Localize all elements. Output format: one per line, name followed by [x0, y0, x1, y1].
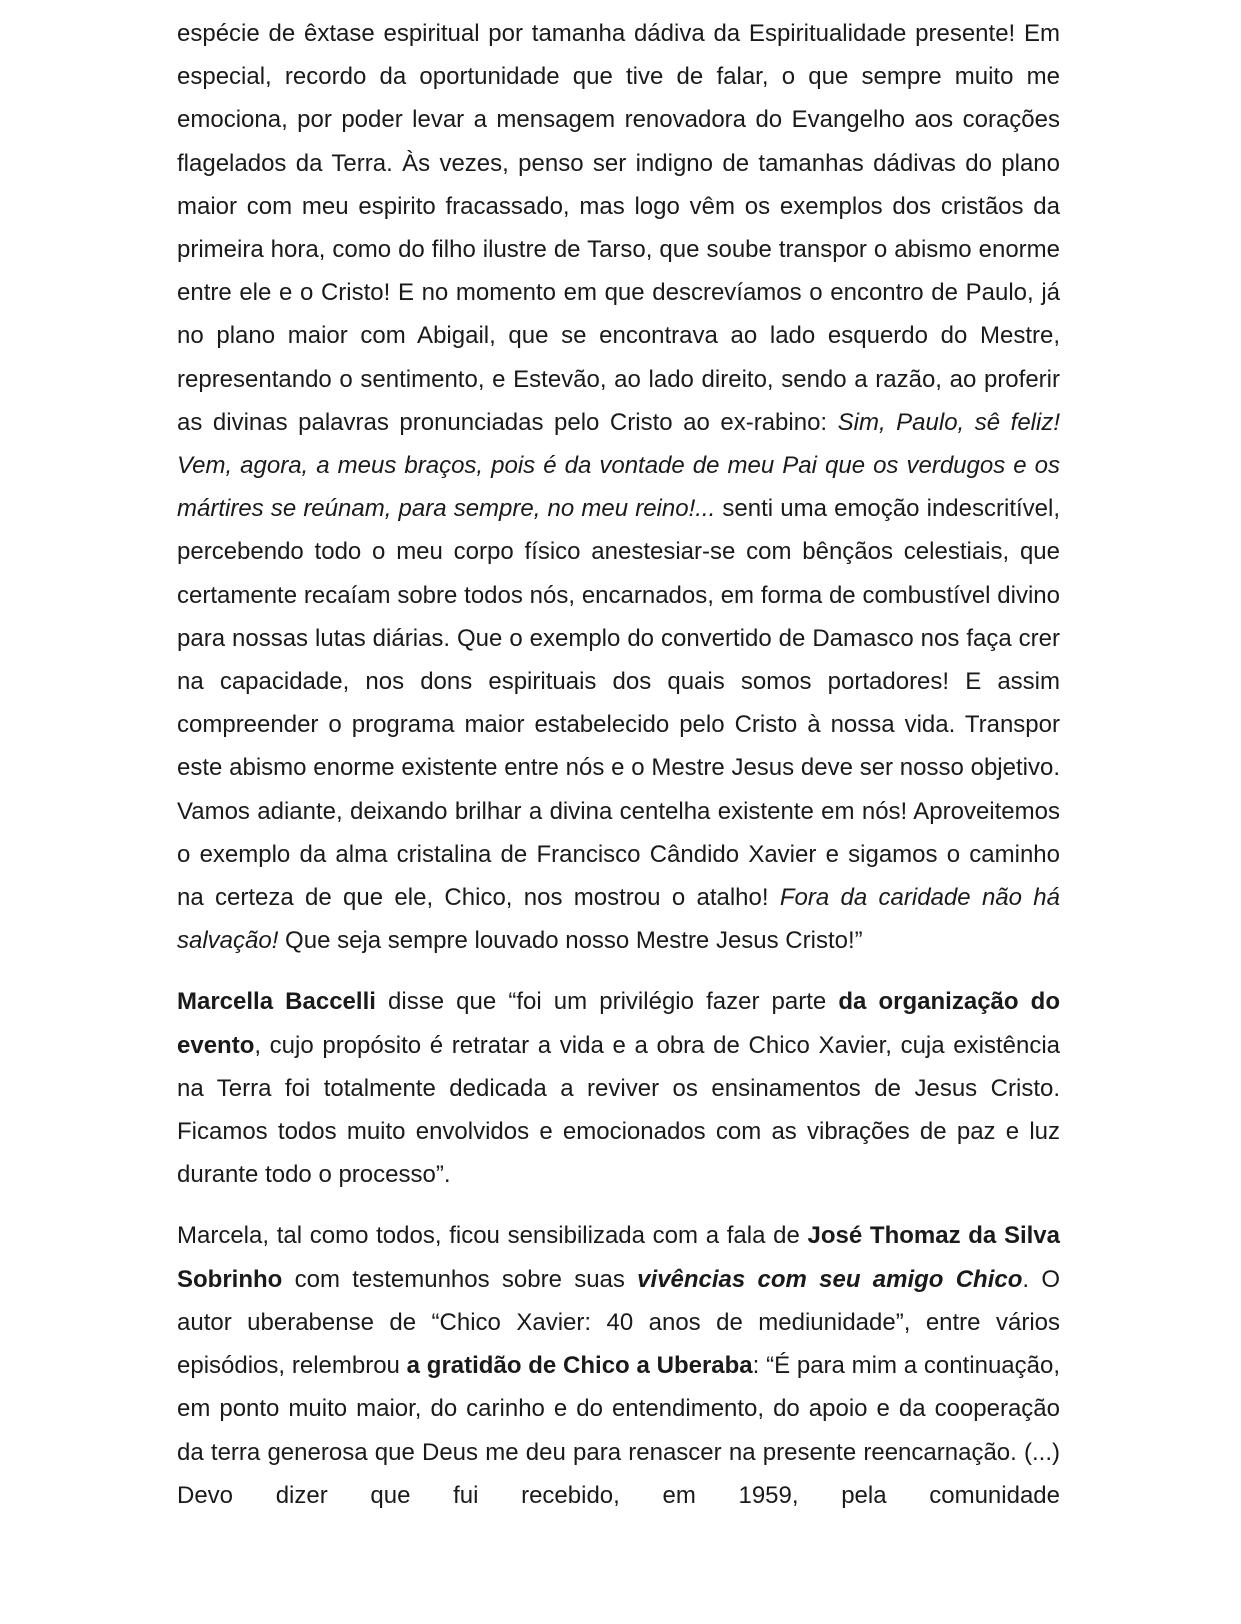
text-segment: Que seja sempre louvado nosso Mestre Jesus Cristo!” [278, 927, 863, 955]
italic-quote-segment: Fora da caridade não há salvação! [177, 884, 1061, 955]
italic-quote-segment: Sim, Paulo, sê feliz! Vem, agora, a meus braços, pois é da vontade de meu Pai que os verdugos e os mártires se reúnam, para sempre, no meu reino!... [177, 408, 1060, 523]
text-segment: disse que “foi um privilégio fazer parte [375, 988, 839, 1016]
bold-italic-emphasis [637, 1266, 1022, 1293]
text-segment: Marcela, tal como todos, ficou sensibilizada com a fala de [177, 1222, 808, 1250]
text-segment: , cujo propósito é retratar a vida e a obra de Chico Xavier, cuja existência na Terra foi totalmente dedicada a reviver os ensinamentos de Jesus Cristo. Ficamos todos muito envolvidos e emocionados com as vibrações de paz e luz durante todo o processo”. [177, 1031, 1060, 1189]
person-name: Marcella Baccelli [177, 988, 376, 1016]
bold-emphasis: a gratidão de Chico a Uberaba [406, 1352, 753, 1380]
text-segment: com testemunhos sobre suas [282, 1265, 638, 1293]
person-name: José Thomaz da Silva Sobrinho [177, 1222, 1060, 1293]
quote-continuation-paragraph [177, 12, 1060, 962]
text-segment: espécie de êxtase espiritual por tamanha dádiva da Espiritualidade presente! Em especial, recordo da oportunidade que tive de falar, o que sempre muito me emociona, por poder levar a mensagem renovadora do Evangelho aos corações flagelados da Terra. Às vezes, penso ser indigno de tamanhas dádivas do plano maior com meu espirito fracassado, mas logo vêm os exemplos dos cristãos da primeira hora, como do filho ilustre de Tarso, que soube transpor o abismo enorme entre ele e o Cristo! E no momento em que descrevíamos o encontro de Paulo, já no plano maior com Abigail, que se encontrava ao lado esquerdo do Mestre, representando o sentimento, e Estevão, ao lado direito, sendo a razão, ao proferir as divinas palavras pronunciadas pelo Cristo ao ex-rabino: [177, 20, 1060, 436]
text-segment: senti uma emoção indescritível, percebendo todo o meu corpo físico anestesiar-se com bênçãos celestiais, que certamente recaíam sobre todos nós, encarnados, em forma de combustível divino para nossas lutas diárias. Que o exemplo do convertido de Damasco nos faça crer na capacidade, nos dons espirituais dos quais somos portadores! E assim compreender o programa maior estabelecido pelo Cristo à nossa vida. Transpor este abismo enorme existente entre nós e o Mestre Jesus deve ser nosso objetivo. Vamos adiante, deixando brilhar a divina centelha existente em nós! Aproveitemos o exemplo da alma cristalina de Francisco Cândido Xavier e sigamos o caminho na certeza de que ele, Chico, nos mostrou o atalho! [177, 495, 1061, 912]
marcella-paragraph [177, 980, 1060, 1196]
document-page [177, 12, 1060, 1517]
marcela-jose-paragraph [177, 1214, 1060, 1516]
bold-italic-text: vivências com seu amigo Chico [637, 1265, 1023, 1293]
text-segment: . O autor uberabense de “Chico Xavier: 40 anos de mediunidade”, entre vários episódios, relembrou [177, 1265, 1060, 1380]
text-segment: : “É para mim a continuação, em ponto muito maior, do carinho e do entendimento, do apoio e da cooperação da terra generosa que Deus me deu para renascer na presente reencarnação. (...) Devo dizer que fui recebido, em 1959, pela comunidade [177, 1352, 1060, 1509]
bold-emphasis: da organização do evento [177, 988, 1060, 1059]
